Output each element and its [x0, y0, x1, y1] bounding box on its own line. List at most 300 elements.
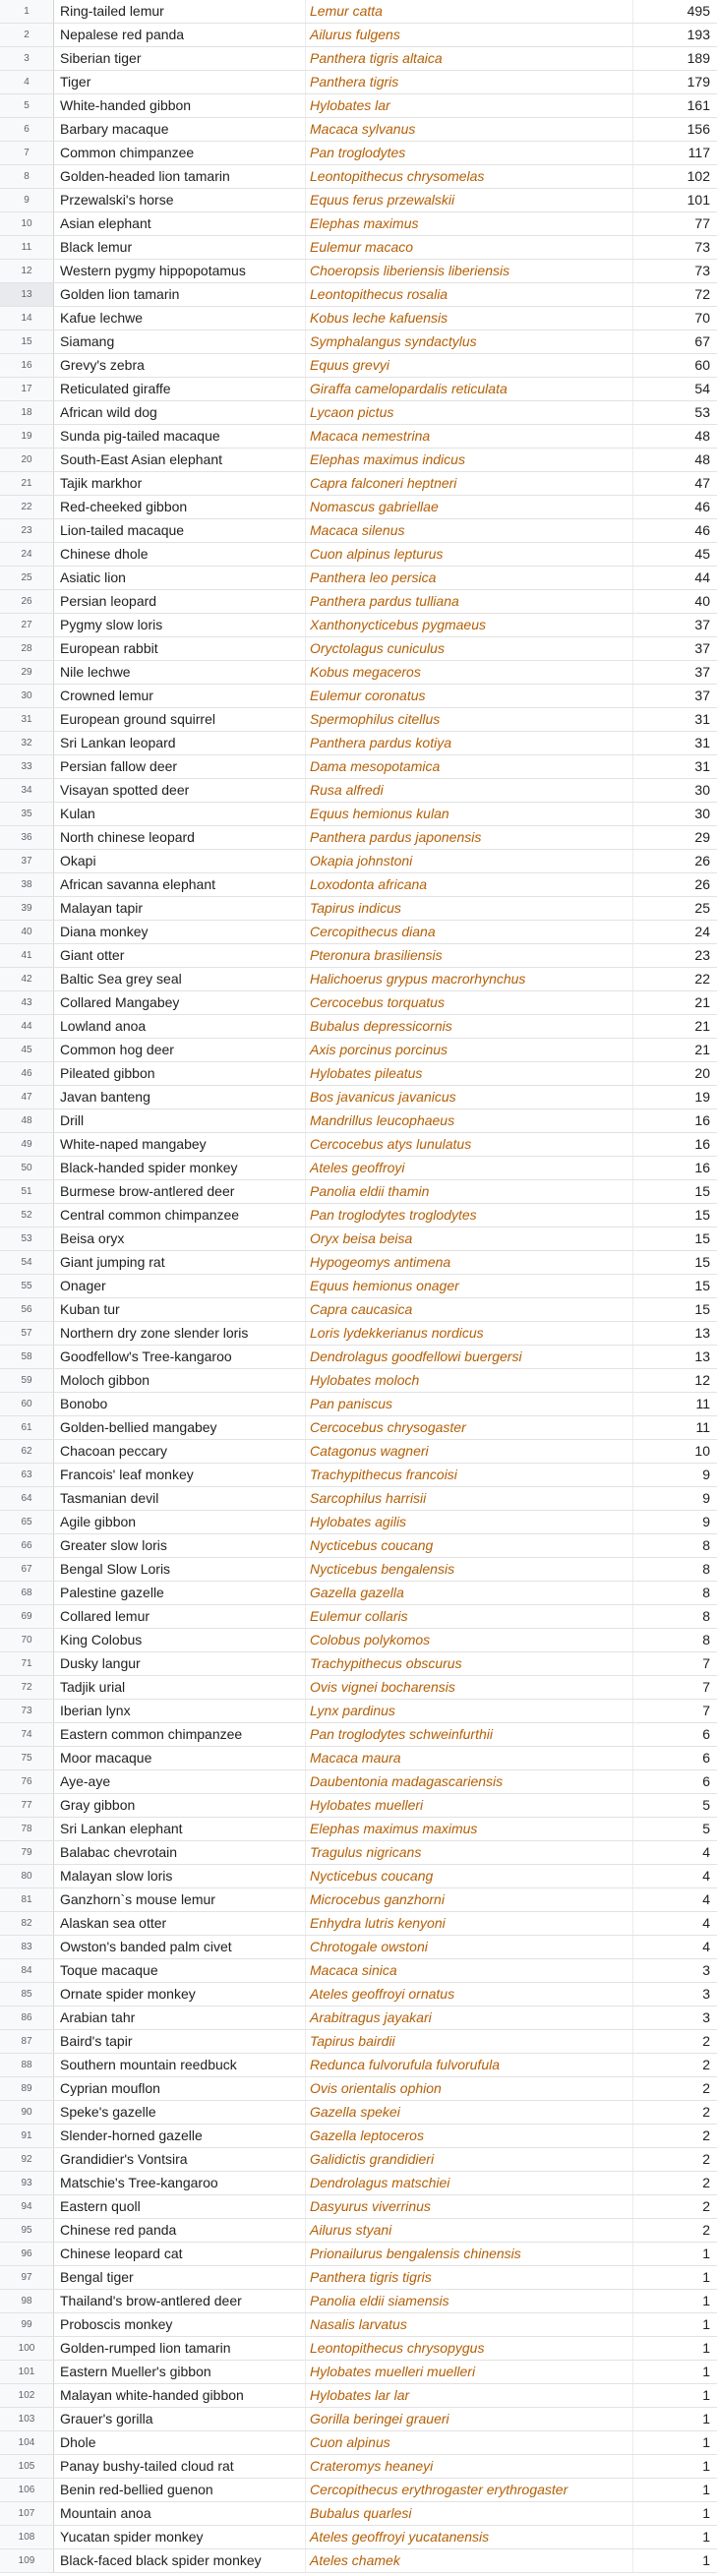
row-number-header[interactable]: 3 [0, 47, 54, 70]
row-number-header[interactable]: 83 [0, 1936, 54, 1958]
common-name-cell[interactable]: North chinese leopard [54, 826, 306, 849]
table-row[interactable] [0, 2455, 717, 2479]
scientific-name-cell[interactable]: Hypogeomys antimena [306, 1251, 633, 1274]
common-name-cell[interactable]: Collared Mangabey [54, 991, 306, 1014]
table-row[interactable] [0, 637, 717, 661]
count-cell[interactable]: 24 [694, 924, 710, 939]
table-row[interactable] [0, 826, 717, 850]
row-number-header[interactable]: 25 [0, 567, 54, 589]
count-cell[interactable]: 1 [702, 2387, 710, 2403]
count-cell[interactable]: 31 [694, 735, 710, 750]
scientific-name-cell[interactable]: Panthera pardus japonensis [306, 826, 633, 849]
common-name-cell[interactable]: Greater slow loris [54, 1534, 306, 1557]
common-name-cell[interactable]: Palestine gazelle [54, 1582, 306, 1604]
common-name-cell[interactable]: Iberian lynx [54, 1700, 306, 1722]
common-name-cell[interactable]: Grevy's zebra [54, 354, 306, 377]
count-cell[interactable]: 37 [694, 617, 710, 632]
scientific-name-cell[interactable]: Ovis vignei bocharensis [306, 1676, 633, 1699]
table-row[interactable] [0, 2054, 717, 2077]
scientific-name-cell[interactable]: Macaca maura [306, 1747, 633, 1769]
count-cell[interactable]: 5 [702, 1797, 710, 1813]
count-cell[interactable]: 5 [702, 1821, 710, 1836]
row-number-header[interactable]: 32 [0, 732, 54, 754]
row-number-header[interactable]: 60 [0, 1393, 54, 1415]
count-cell[interactable]: 1 [702, 2293, 710, 2308]
table-row[interactable] [0, 354, 717, 378]
count-cell[interactable]: 4 [702, 1915, 710, 1931]
table-row[interactable] [0, 897, 717, 921]
table-row[interactable] [0, 1841, 717, 1865]
common-name-cell[interactable]: Golden-headed lion tamarin [54, 165, 306, 188]
common-name-cell[interactable]: Golden-bellied mangabey [54, 1416, 306, 1439]
common-name-cell[interactable]: Owston's banded palm civet [54, 1936, 306, 1958]
count-cell[interactable]: 1 [702, 2552, 710, 2568]
common-name-cell[interactable]: Panay bushy-tailed cloud rat [54, 2455, 306, 2478]
common-name-cell[interactable]: Alaskan sea otter [54, 1912, 306, 1935]
table-row[interactable] [0, 2431, 717, 2455]
row-number-header[interactable]: 30 [0, 685, 54, 707]
table-row[interactable] [0, 496, 717, 519]
count-cell[interactable]: 9 [702, 1490, 710, 1506]
count-cell[interactable]: 7 [702, 1679, 710, 1695]
scientific-name-cell[interactable]: Okapia johnstoni [306, 850, 633, 872]
scientific-name-cell[interactable]: Panthera tigris altaica [306, 47, 633, 70]
common-name-cell[interactable]: Eastern common chimpanzee [54, 1723, 306, 1746]
scientific-name-cell[interactable]: Equus grevyi [306, 354, 633, 377]
count-cell[interactable]: 47 [694, 475, 710, 491]
row-number-header[interactable]: 17 [0, 378, 54, 400]
row-number-header[interactable]: 14 [0, 307, 54, 329]
scientific-name-cell[interactable]: Dendrolagus matschiei [306, 2172, 633, 2194]
common-name-cell[interactable]: White-handed gibbon [54, 94, 306, 117]
common-name-cell[interactable]: European ground squirrel [54, 708, 306, 731]
common-name-cell[interactable]: Slender-horned gazelle [54, 2125, 306, 2147]
count-cell[interactable]: 1 [702, 2458, 710, 2474]
row-number-header[interactable]: 4 [0, 71, 54, 93]
count-cell[interactable]: 161 [687, 97, 710, 113]
count-cell[interactable]: 156 [687, 121, 710, 137]
row-number-header[interactable]: 8 [0, 165, 54, 188]
row-number-header[interactable]: 31 [0, 708, 54, 731]
row-number-header[interactable]: 26 [0, 590, 54, 613]
count-cell[interactable]: 8 [702, 1608, 710, 1624]
count-cell[interactable]: 13 [694, 1348, 710, 1364]
scientific-name-cell[interactable]: Ovis orientalis ophion [306, 2077, 633, 2100]
common-name-cell[interactable]: Golden lion tamarin [54, 283, 306, 306]
count-cell[interactable]: 1 [702, 2246, 710, 2261]
scientific-name-cell[interactable]: Tapirus bairdii [306, 2030, 633, 2053]
count-cell[interactable]: 77 [694, 215, 710, 231]
table-row[interactable] [0, 1133, 717, 1157]
row-number-header[interactable]: 44 [0, 1015, 54, 1038]
scientific-name-cell[interactable]: Hylobates lar lar [306, 2384, 633, 2407]
common-name-cell[interactable]: Sri Lankan elephant [54, 1818, 306, 1840]
scientific-name-cell[interactable]: Cercopithecus erythrogaster erythrogaster [306, 2479, 633, 2501]
row-number-header[interactable]: 50 [0, 1157, 54, 1179]
table-row[interactable] [0, 1039, 717, 1062]
scientific-name-cell[interactable]: Hylobates pileatus [306, 1062, 633, 1085]
scientific-name-cell[interactable]: Eulemur coronatus [306, 685, 633, 707]
row-number-header[interactable]: 89 [0, 2077, 54, 2100]
common-name-cell[interactable]: Toque macaque [54, 1959, 306, 1982]
common-name-cell[interactable]: Mountain anoa [54, 2502, 306, 2525]
row-number-header[interactable]: 6 [0, 118, 54, 141]
count-cell[interactable]: 72 [694, 286, 710, 302]
count-cell[interactable]: 2 [702, 2198, 710, 2214]
count-cell[interactable]: 30 [694, 806, 710, 821]
table-row[interactable] [0, 1204, 717, 1228]
row-number-header[interactable]: 33 [0, 755, 54, 778]
row-number-header[interactable]: 74 [0, 1723, 54, 1746]
row-number-header[interactable]: 68 [0, 1582, 54, 1604]
table-row[interactable] [0, 2290, 717, 2313]
table-row[interactable] [0, 212, 717, 236]
table-row[interactable] [0, 708, 717, 732]
scientific-name-cell[interactable]: Cercopithecus diana [306, 921, 633, 943]
row-number-header[interactable]: 10 [0, 212, 54, 235]
common-name-cell[interactable]: Baltic Sea grey seal [54, 968, 306, 990]
count-cell[interactable]: 117 [687, 145, 710, 160]
scientific-name-cell[interactable]: Pan troglodytes schweinfurthii [306, 1723, 633, 1746]
count-cell[interactable]: 3 [702, 1986, 710, 2002]
table-row[interactable] [0, 1440, 717, 1464]
count-cell[interactable]: 8 [702, 1561, 710, 1577]
scientific-name-cell[interactable]: Gazella gazella [306, 1582, 633, 1604]
row-number-header[interactable]: 23 [0, 519, 54, 542]
common-name-cell[interactable]: Sunda pig-tailed macaque [54, 425, 306, 448]
common-name-cell[interactable]: Bengal Slow Loris [54, 1558, 306, 1581]
table-row[interactable] [0, 0, 717, 24]
table-row[interactable] [0, 189, 717, 212]
scientific-name-cell[interactable]: Prionailurus bengalensis chinensis [306, 2243, 633, 2265]
common-name-cell[interactable]: Giant jumping rat [54, 1251, 306, 1274]
table-row[interactable] [0, 991, 717, 1015]
row-number-header[interactable]: 102 [0, 2384, 54, 2407]
common-name-cell[interactable]: Okapi [54, 850, 306, 872]
table-row[interactable] [0, 2007, 717, 2030]
count-cell[interactable]: 7 [702, 1655, 710, 1671]
row-number-header[interactable]: 37 [0, 850, 54, 872]
scientific-name-cell[interactable]: Hylobates lar [306, 94, 633, 117]
table-row[interactable] [0, 803, 717, 826]
scientific-name-cell[interactable]: Lynx pardinus [306, 1700, 633, 1722]
scientific-name-cell[interactable]: Tapirus indicus [306, 897, 633, 920]
count-cell[interactable]: 11 [695, 1419, 710, 1435]
scientific-name-cell[interactable]: Oryx beisa beisa [306, 1228, 633, 1250]
common-name-cell[interactable]: Grandidier's Vontsira [54, 2148, 306, 2171]
row-number-header[interactable]: 43 [0, 991, 54, 1014]
row-number-header[interactable]: 54 [0, 1251, 54, 1274]
scientific-name-cell[interactable]: Dasyurus viverrinus [306, 2195, 633, 2218]
scientific-name-cell[interactable]: Enhydra lutris kenyoni [306, 1912, 633, 1935]
common-name-cell[interactable]: Common hog deer [54, 1039, 306, 1061]
scientific-name-cell[interactable]: Redunca fulvorufula fulvorufula [306, 2054, 633, 2076]
table-row[interactable] [0, 165, 717, 189]
row-number-header[interactable]: 12 [0, 260, 54, 282]
row-number-header[interactable]: 55 [0, 1275, 54, 1297]
table-row[interactable] [0, 24, 717, 47]
row-number-header[interactable]: 82 [0, 1912, 54, 1935]
count-cell[interactable]: 16 [694, 1160, 710, 1175]
row-number-header[interactable]: 99 [0, 2313, 54, 2336]
row-number-header[interactable]: 64 [0, 1487, 54, 1510]
row-number-header[interactable]: 38 [0, 873, 54, 896]
row-number-header[interactable]: 75 [0, 1747, 54, 1769]
table-row[interactable] [0, 425, 717, 449]
count-cell[interactable]: 15 [694, 1183, 710, 1199]
count-cell[interactable]: 15 [694, 1230, 710, 1246]
scientific-name-cell[interactable]: Nasalis larvatus [306, 2313, 633, 2336]
scientific-name-cell[interactable]: Xanthonycticebus pygmaeus [306, 614, 633, 636]
common-name-cell[interactable]: Aye-aye [54, 1770, 306, 1793]
common-name-cell[interactable]: Baird's tapir [54, 2030, 306, 2053]
scientific-name-cell[interactable]: Mandrillus leucophaeus [306, 1109, 633, 1132]
row-number-header[interactable]: 21 [0, 472, 54, 495]
count-cell[interactable]: 2 [702, 2104, 710, 2120]
count-cell[interactable]: 4 [702, 1891, 710, 1907]
row-number-header[interactable]: 81 [0, 1888, 54, 1911]
table-row[interactable] [0, 1228, 717, 1251]
scientific-name-cell[interactable]: Macaca sinica [306, 1959, 633, 1982]
common-name-cell[interactable]: Chinese red panda [54, 2219, 306, 2242]
common-name-cell[interactable]: Yucatan spider monkey [54, 2526, 306, 2548]
table-row[interactable] [0, 1346, 717, 1369]
scientific-name-cell[interactable]: Capra caucasica [306, 1298, 633, 1321]
count-cell[interactable]: 70 [694, 310, 710, 326]
count-cell[interactable]: 15 [694, 1301, 710, 1317]
row-number-header[interactable]: 80 [0, 1865, 54, 1887]
common-name-cell[interactable]: Northern dry zone slender loris [54, 1322, 306, 1345]
count-cell[interactable]: 60 [694, 357, 710, 373]
common-name-cell[interactable]: Chacoan peccary [54, 1440, 306, 1463]
scientific-name-cell[interactable]: Tragulus nigricans [306, 1841, 633, 1864]
row-number-header[interactable]: 71 [0, 1652, 54, 1675]
scientific-name-cell[interactable]: Microcebus ganzhorni [306, 1888, 633, 1911]
count-cell[interactable]: 40 [694, 593, 710, 609]
table-row[interactable] [0, 2172, 717, 2195]
count-cell[interactable]: 9 [702, 1514, 710, 1529]
common-name-cell[interactable]: Przewalski's horse [54, 189, 306, 211]
scientific-name-cell[interactable]: Nycticebus coucang [306, 1534, 633, 1557]
row-number-header[interactable]: 70 [0, 1629, 54, 1651]
table-row[interactable] [0, 2526, 717, 2549]
count-cell[interactable]: 26 [694, 876, 710, 892]
table-row[interactable] [0, 2219, 717, 2243]
scientific-name-cell[interactable]: Hylobates agilis [306, 1511, 633, 1533]
scientific-name-cell[interactable]: Panolia eldii siamensis [306, 2290, 633, 2312]
row-number-header[interactable]: 85 [0, 1983, 54, 2006]
table-row[interactable] [0, 944, 717, 968]
common-name-cell[interactable]: Grauer's gorilla [54, 2408, 306, 2430]
table-row[interactable] [0, 732, 717, 755]
common-name-cell[interactable]: Arabian tahr [54, 2007, 306, 2029]
common-name-cell[interactable]: Tajik markhor [54, 472, 306, 495]
table-row[interactable] [0, 1983, 717, 2007]
table-row[interactable] [0, 2502, 717, 2526]
row-number-header[interactable]: 66 [0, 1534, 54, 1557]
table-row[interactable] [0, 236, 717, 260]
row-number-header[interactable]: 65 [0, 1511, 54, 1533]
common-name-cell[interactable]: African savanna elephant [54, 873, 306, 896]
count-cell[interactable]: 53 [694, 404, 710, 420]
row-number-header[interactable]: 52 [0, 1204, 54, 1227]
row-number-header[interactable]: 105 [0, 2455, 54, 2478]
row-number-header[interactable]: 47 [0, 1086, 54, 1108]
row-number-header[interactable]: 62 [0, 1440, 54, 1463]
common-name-cell[interactable]: Giant otter [54, 944, 306, 967]
scientific-name-cell[interactable]: Lycaon pictus [306, 401, 633, 424]
table-row[interactable] [0, 2101, 717, 2125]
row-number-header[interactable]: 91 [0, 2125, 54, 2147]
table-row[interactable] [0, 2243, 717, 2266]
row-number-header[interactable]: 93 [0, 2172, 54, 2194]
row-number-header[interactable]: 76 [0, 1770, 54, 1793]
table-row[interactable] [0, 2195, 717, 2219]
count-cell[interactable]: 1 [702, 2505, 710, 2521]
scientific-name-cell[interactable]: Panolia eldii thamin [306, 1180, 633, 1203]
count-cell[interactable]: 2 [702, 2222, 710, 2238]
common-name-cell[interactable]: Malayan white-handed gibbon [54, 2384, 306, 2407]
table-row[interactable] [0, 1582, 717, 1605]
table-row[interactable] [0, 1062, 717, 1086]
table-row[interactable] [0, 1959, 717, 1983]
scientific-name-cell[interactable]: Equus ferus przewalskii [306, 189, 633, 211]
common-name-cell[interactable]: Asian elephant [54, 212, 306, 235]
scientific-name-cell[interactable]: Trachypithecus francoisi [306, 1464, 633, 1486]
count-cell[interactable]: 9 [702, 1467, 710, 1482]
scientific-name-cell[interactable]: Eulemur macaco [306, 236, 633, 259]
row-number-header[interactable]: 77 [0, 1794, 54, 1817]
common-name-cell[interactable]: Proboscis monkey [54, 2313, 306, 2336]
count-cell[interactable]: 13 [694, 1325, 710, 1341]
row-number-header[interactable]: 59 [0, 1369, 54, 1392]
scientific-name-cell[interactable]: Bubalus quarlesi [306, 2502, 633, 2525]
common-name-cell[interactable]: Siamang [54, 330, 306, 353]
row-number-header[interactable]: 86 [0, 2007, 54, 2029]
table-row[interactable] [0, 307, 717, 330]
common-name-cell[interactable]: Siberian tiger [54, 47, 306, 70]
table-row[interactable] [0, 1251, 717, 1275]
common-name-cell[interactable]: Ganzhorn`s mouse lemur [54, 1888, 306, 1911]
scientific-name-cell[interactable]: Equus hemionus onager [306, 1275, 633, 1297]
table-row[interactable] [0, 1393, 717, 1416]
scientific-name-cell[interactable]: Pan troglodytes [306, 142, 633, 164]
row-number-header[interactable]: 53 [0, 1228, 54, 1250]
common-name-cell[interactable]: Crowned lemur [54, 685, 306, 707]
scientific-name-cell[interactable]: Gazella spekei [306, 2101, 633, 2124]
count-cell[interactable]: 16 [694, 1136, 710, 1152]
common-name-cell[interactable]: Ring-tailed lemur [54, 0, 306, 23]
count-cell[interactable]: 8 [702, 1537, 710, 1553]
common-name-cell[interactable]: Barbary macaque [54, 118, 306, 141]
count-cell[interactable]: 1 [702, 2269, 710, 2285]
table-row[interactable] [0, 2408, 717, 2431]
scientific-name-cell[interactable]: Nycticebus bengalensis [306, 1558, 633, 1581]
count-cell[interactable]: 2 [702, 2057, 710, 2072]
scientific-name-cell[interactable]: Spermophilus citellus [306, 708, 633, 731]
row-number-header[interactable]: 92 [0, 2148, 54, 2171]
count-cell[interactable]: 15 [694, 1207, 710, 1223]
scientific-name-cell[interactable]: Loris lydekkerianus nordicus [306, 1322, 633, 1345]
row-number-header[interactable]: 9 [0, 189, 54, 211]
scientific-name-cell[interactable]: Kobus leche kafuensis [306, 307, 633, 329]
row-number-header[interactable]: 90 [0, 2101, 54, 2124]
row-number-header[interactable]: 39 [0, 897, 54, 920]
count-cell[interactable]: 26 [694, 853, 710, 869]
common-name-cell[interactable]: Golden-rumped lion tamarin [54, 2337, 306, 2360]
count-cell[interactable]: 6 [702, 1773, 710, 1789]
count-cell[interactable]: 10 [694, 1443, 710, 1459]
scientific-name-cell[interactable]: Nomascus gabriellae [306, 496, 633, 518]
common-name-cell[interactable]: European rabbit [54, 637, 306, 660]
table-row[interactable] [0, 94, 717, 118]
scientific-name-cell[interactable]: Dama mesopotamica [306, 755, 633, 778]
scientific-name-cell[interactable]: Elephas maximus [306, 212, 633, 235]
row-number-header[interactable]: 97 [0, 2266, 54, 2289]
table-row[interactable] [0, 755, 717, 779]
row-number-header[interactable]: 104 [0, 2431, 54, 2454]
count-cell[interactable]: 23 [694, 947, 710, 963]
common-name-cell[interactable]: Bengal tiger [54, 2266, 306, 2289]
common-name-cell[interactable]: Nile lechwe [54, 661, 306, 684]
scientific-name-cell[interactable]: Leontopithecus chrysomelas [306, 165, 633, 188]
table-row[interactable] [0, 1369, 717, 1393]
count-cell[interactable]: 21 [694, 1042, 710, 1057]
row-number-header[interactable]: 73 [0, 1700, 54, 1722]
table-row[interactable] [0, 118, 717, 142]
common-name-cell[interactable]: Lion-tailed macaque [54, 519, 306, 542]
common-name-cell[interactable]: Burmese brow-antlered deer [54, 1180, 306, 1203]
scientific-name-cell[interactable]: Pan troglodytes troglodytes [306, 1204, 633, 1227]
common-name-cell[interactable]: Kafue lechwe [54, 307, 306, 329]
common-name-cell[interactable]: Javan banteng [54, 1086, 306, 1108]
count-cell[interactable]: 2 [702, 2175, 710, 2190]
row-number-header[interactable]: 16 [0, 354, 54, 377]
count-cell[interactable]: 7 [702, 1703, 710, 1718]
row-number-header[interactable]: 103 [0, 2408, 54, 2430]
row-number-header[interactable]: 107 [0, 2502, 54, 2525]
scientific-name-cell[interactable]: Sarcophilus harrisii [306, 1487, 633, 1510]
scientific-name-cell[interactable]: Ateles geoffroyi [306, 1157, 633, 1179]
count-cell[interactable]: 1 [702, 2316, 710, 2332]
row-number-header[interactable]: 88 [0, 2054, 54, 2076]
table-row[interactable] [0, 1912, 717, 1936]
count-cell[interactable]: 15 [694, 1278, 710, 1293]
table-row[interactable] [0, 1464, 717, 1487]
row-number-header[interactable]: 56 [0, 1298, 54, 1321]
scientific-name-cell[interactable]: Cuon alpinus [306, 2431, 633, 2454]
scientific-name-cell[interactable]: Loxodonta africana [306, 873, 633, 896]
scientific-name-cell[interactable]: Trachypithecus obscurus [306, 1652, 633, 1675]
count-cell[interactable]: 25 [694, 900, 710, 916]
table-row[interactable] [0, 1794, 717, 1818]
count-cell[interactable]: 6 [702, 1750, 710, 1766]
row-number-header[interactable]: 58 [0, 1346, 54, 1368]
table-row[interactable] [0, 1676, 717, 1700]
count-cell[interactable]: 8 [702, 1632, 710, 1647]
scientific-name-cell[interactable]: Cercocebus chrysogaster [306, 1416, 633, 1439]
common-name-cell[interactable]: Matschie's Tree-kangaroo [54, 2172, 306, 2194]
count-cell[interactable]: 1 [702, 2482, 710, 2497]
table-row[interactable] [0, 142, 717, 165]
scientific-name-cell[interactable]: Panthera tigris [306, 71, 633, 93]
common-name-cell[interactable]: Collared lemur [54, 1605, 306, 1628]
row-number-header[interactable]: 100 [0, 2337, 54, 2360]
table-row[interactable] [0, 661, 717, 685]
count-cell[interactable]: 2 [702, 2127, 710, 2143]
scientific-name-cell[interactable]: Macaca nemestrina [306, 425, 633, 448]
row-number-header[interactable]: 11 [0, 236, 54, 259]
